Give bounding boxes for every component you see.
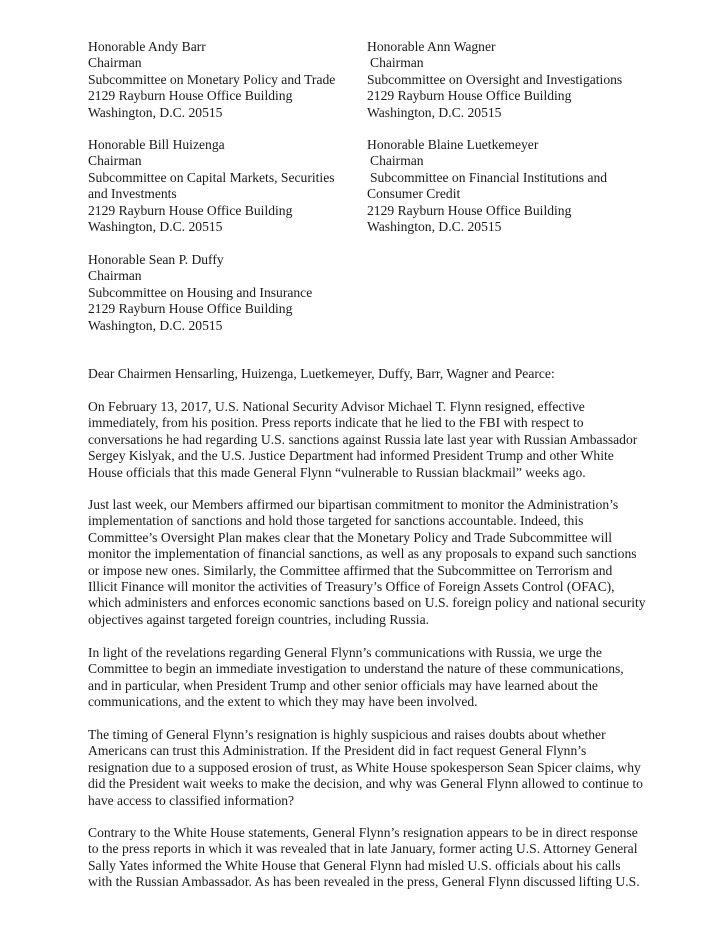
paragraph-line: immediately, from his position. Press reports indicate that he lied to the FBI with respect to [88, 415, 584, 431]
addressee-title: Chairman [88, 153, 142, 169]
addressee-title: Chairman [88, 268, 142, 284]
paragraph-line: conversations he had regarding U.S. sanctions against Russia late last year with Russian Ambassador [88, 431, 638, 447]
addressee-street: 2129 Rayburn House Office Building [88, 88, 293, 104]
paragraph-line: In light of the revelations regarding General Flynn’s communications with Russia, we urge the [88, 645, 602, 660]
paragraph-line: monitor the implementation of financial sanctions, as well as any proposals to expand such sanctions [88, 546, 637, 562]
address-block-barr [88, 39, 368, 121]
paragraph-line: Contrary to the White House statements, General Flynn’s resignation appears to be in direct response [88, 825, 638, 840]
addressee-committee-cont: and Investments [88, 186, 177, 202]
address-block-duffy [88, 252, 368, 334]
addressee-name: Honorable Andy Barr [88, 39, 206, 54]
paragraph-line: or impose new ones. Similarly, the Committee affirmed that the Subcommittee on Terrorism and [88, 562, 613, 578]
address-block-luetkemeyer [367, 137, 647, 235]
paragraph-line: Illicit Finance will monitor the activities of Treasury’s Office of Foreign Assets Control (OFAC), [88, 579, 615, 595]
paragraph-line: which administers and enforces economic sanctions based on U.S. foreign policy and national security [88, 595, 646, 611]
addressee-committee: Subcommittee on Monetary Policy and Trade [88, 71, 336, 87]
paragraph-line: Americans can trust this Administration. If the President did in fact request General Flynn’s [88, 743, 587, 759]
paragraph-line: did the President wait weeks to make the decision, and why was General Flynn allowed to continue to [88, 776, 643, 792]
address-block-wagner [367, 39, 647, 121]
paragraph-line: Committee to begin an immediate investigation to understand the nature of these communications, [88, 661, 624, 677]
addressee-committee: Subcommittee on Housing and Insurance [88, 284, 313, 300]
paragraph-line: and in particular, when President Trump and other senior officials may have learned about the [88, 677, 598, 693]
addressee-title: Chairman [370, 55, 424, 71]
addressee-city: Washington, D.C. 20515 [88, 219, 223, 235]
addressee-committee: Subcommittee on Financial Institutions and [370, 169, 608, 185]
addressee-name: Honorable Bill Huizenga [88, 137, 225, 152]
addressee-city: Washington, D.C. 20515 [367, 104, 502, 120]
paragraph-line: with the Russian Ambassador. As has been revealed in the press, General Flynn discussed lifting U.S. [88, 874, 640, 890]
paragraph-line: communications, and the extent to which they may have been involved. [88, 694, 478, 710]
paragraph-line: have access to classified information? [88, 792, 295, 808]
addressee-street: 2129 Rayburn House Office Building [367, 202, 572, 218]
addressee-name: Honorable Blaine Luetkemeyer [367, 137, 539, 152]
paragraph-line: implementation of sanctions and hold those targeted for sanctions accountable. Indeed, this [88, 513, 584, 529]
addressee-committee: Subcommittee on Oversight and Investigations [367, 71, 623, 87]
body-paragraph-3 [88, 645, 676, 711]
addressee-title: Chairman [370, 153, 424, 169]
body-paragraph-2 [88, 497, 676, 628]
paragraph-line: Just last week, our Members affirmed our bipartisan commitment to monitor the Administration’s [88, 497, 619, 512]
addressee-street: 2129 Rayburn House Office Building [88, 202, 293, 218]
addressee-city: Washington, D.C. 20515 [88, 104, 223, 120]
addressee-committee: Subcommittee on Capital Markets, Securities [88, 169, 335, 185]
body-paragraph-1 [88, 399, 676, 481]
addressee-street: 2129 Rayburn House Office Building [88, 301, 293, 317]
paragraph-line: Sally Yates informed the White House that General Flynn had misled U.S. officials about his calls [88, 857, 621, 873]
addressee-committee-cont: Consumer Credit [367, 186, 461, 202]
body-paragraph-5 [88, 825, 676, 891]
paragraph-line: to the press reports in which it was revealed that in late January, former acting U.S. Attorney General [88, 841, 638, 857]
addressee-city: Washington, D.C. 20515 [367, 219, 502, 235]
salutation: Dear Chairmen Hensarling, Huizenga, Luetkemeyer, Duffy, Barr, Wagner and Pearce: [88, 366, 555, 381]
body-paragraph-4 [88, 727, 676, 809]
addressee-name: Honorable Ann Wagner [367, 39, 496, 54]
addressee-street: 2129 Rayburn House Office Building [367, 88, 572, 104]
paragraph-line: House officials that this made General Flynn “vulnerable to Russian blackmail” weeks ago. [88, 464, 586, 480]
addressee-city: Washington, D.C. 20515 [88, 317, 223, 333]
address-block-huizenga [88, 137, 368, 235]
paragraph-line: objectives against targeted foreign countries, including Russia. [88, 611, 430, 627]
paragraph-line: resignation due to a supposed erosion of trust, as White House spokesperson Sean Spicer claims, why [88, 759, 641, 775]
paragraph-line: On February 13, 2017, U.S. National Security Advisor Michael T. Flynn resigned, effective [88, 399, 585, 414]
paragraph-line: Committee’s Oversight Plan makes clear that the Monetary Policy and Trade Subcommittee will [88, 529, 613, 545]
paragraph-line: The timing of General Flynn’s resignation is highly suspicious and raises doubts about whether [88, 727, 606, 742]
addressee-name: Honorable Sean P. Duffy [88, 252, 224, 267]
paragraph-line: Sergey Kislyak, and the U.S. Justice Department had informed President Trump and other White [88, 448, 614, 464]
addressee-title: Chairman [88, 55, 142, 71]
